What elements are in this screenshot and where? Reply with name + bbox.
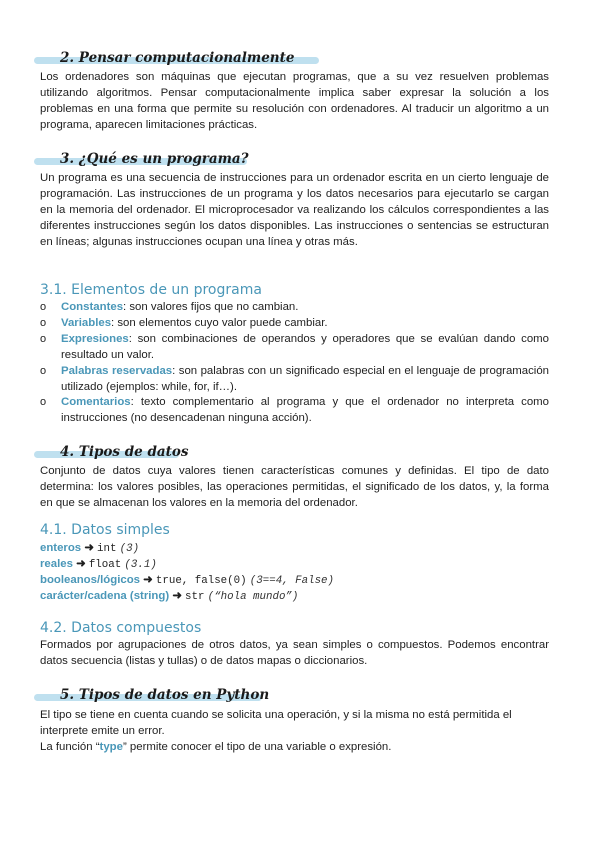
data-type-label: carácter/cadena (string)	[40, 590, 170, 602]
list-item	[40, 332, 549, 364]
list-text: : texto complementario al programa y que el ordenador no interpreta como instrucciones (no desencadenan ninguna acción).	[61, 396, 549, 425]
section-5-paragraph-1: El tipo se tiene en cuenta cuando se solicita una operación, y si la misma no está permitida el interprete emite un error.	[40, 709, 512, 737]
data-type-code: int	[97, 543, 117, 555]
subheading-4-2: 4.2. Datos compuestos	[40, 620, 202, 636]
data-type-code: str	[185, 591, 205, 603]
heading-text: 3. ¿Qué es un programa?	[60, 151, 249, 167]
list-term: Expresiones	[61, 332, 129, 345]
data-type-row	[40, 589, 298, 606]
heading-section-3	[44, 151, 249, 167]
list-term: Palabras reservadas	[61, 364, 173, 377]
data-type-example: (“hola mundo”)	[207, 591, 299, 603]
data-type-code: float	[88, 559, 122, 571]
list-item	[40, 300, 549, 316]
heading-text: 2. Pensar computacionalmente	[60, 50, 295, 66]
heading-section-4	[44, 444, 188, 460]
arrow-icon: ➜	[76, 558, 86, 570]
list-text: : son combinaciones de operandos y operadores que se evalúan dando como resultado un valor.	[61, 332, 549, 361]
p2-after: ” permite conocer el tipo de una variable o expresión.	[122, 741, 392, 753]
list-term: Variables	[61, 316, 112, 329]
data-type-label: booleanos/lógicos	[40, 574, 140, 586]
subheading-3-1: 3.1. Elementos de un programa	[40, 282, 262, 298]
data-type-row	[40, 557, 157, 574]
arrow-icon: ➜	[84, 542, 94, 554]
type-function-term: type	[99, 741, 123, 753]
program-elements-list	[40, 300, 549, 427]
heading-section-5	[44, 687, 269, 703]
heading-text: 4. Tipos de datos	[60, 444, 189, 460]
bullet-glyph: o	[40, 316, 47, 329]
bullet-glyph: o	[40, 301, 47, 313]
data-type-label: reales	[40, 558, 73, 570]
list-term: Comentarios	[61, 396, 131, 409]
list-text: : son elementos cuyo valor puede cambiar.	[111, 316, 328, 329]
subheading-4-1: 4.1. Datos simples	[40, 522, 170, 538]
bullet-glyph: o	[40, 332, 47, 345]
data-type-label: enteros	[40, 542, 82, 554]
data-type-example: (3)	[119, 543, 140, 555]
list-item	[40, 395, 549, 427]
heading-text: 5. Tipos de datos en Python	[60, 687, 270, 703]
list-item	[40, 364, 549, 396]
list-text: : son palabras con un significado especial en el lenguaje de programación utilizado (ejemplos: while, for, if…).	[61, 364, 549, 393]
list-item	[40, 316, 549, 332]
data-type-row	[40, 541, 139, 558]
p2-before: La función “	[40, 741, 100, 753]
list-text: : son valores fijos que no cambian.	[123, 301, 299, 313]
section-4-2-paragraph: Formados por agrupaciones de otros datos, ya sean simples o compuestos. Podemos encontrar datos secuencia (listas y tullas) o de datos mapas o diccionarios.	[40, 639, 549, 667]
section-3-paragraph: Un programa es una secuencia de instrucciones para un ordenador escrita en un cierto lenguaje de programación. Las instrucciones de un programa y los datos necesarios para ejecutarlo se cargan en la memoria del ordenador. El microprocesador va realizando los cálculos correspondientes a las diferentes instrucciones según los datos disponibles. Las instrucciones o sentencias se estructuran en líneas; algunas instrucciones ocupan una línea y otras más.	[40, 172, 549, 248]
data-type-example: (3.1)	[124, 559, 157, 571]
section-2-paragraph: Los ordenadores son máquinas que ejecutan programas, que a su vez resuelven problemas utilizando algoritmos. Pensar computacionalmente implica saber expresar la solución a los problemas en una forma que permite su resolución con ordenadores. Al traducir un algoritmo a un programa, aparecen limitaciones prácticas.	[40, 71, 549, 131]
bullet-glyph: o	[40, 364, 47, 377]
data-type-row	[40, 573, 334, 590]
data-type-example: (3==4, False)	[249, 575, 335, 587]
section-5-paragraph-2	[40, 740, 549, 756]
arrow-icon: ➜	[172, 590, 182, 602]
arrow-icon: ➜	[143, 574, 153, 586]
heading-section-2	[44, 50, 294, 66]
bullet-glyph: o	[40, 396, 47, 409]
data-type-code: true, false(0)	[155, 575, 247, 587]
section-4-paragraph: Conjunto de datos cuya valores tienen características comunes y definidas. El tipo de dato determina: los valores posibles, las operaciones permitidas, el significado de los datos, y, la forma en que se almacenan los valores en la memoria del ordenador.	[40, 465, 549, 509]
list-term: Constantes	[61, 301, 124, 313]
